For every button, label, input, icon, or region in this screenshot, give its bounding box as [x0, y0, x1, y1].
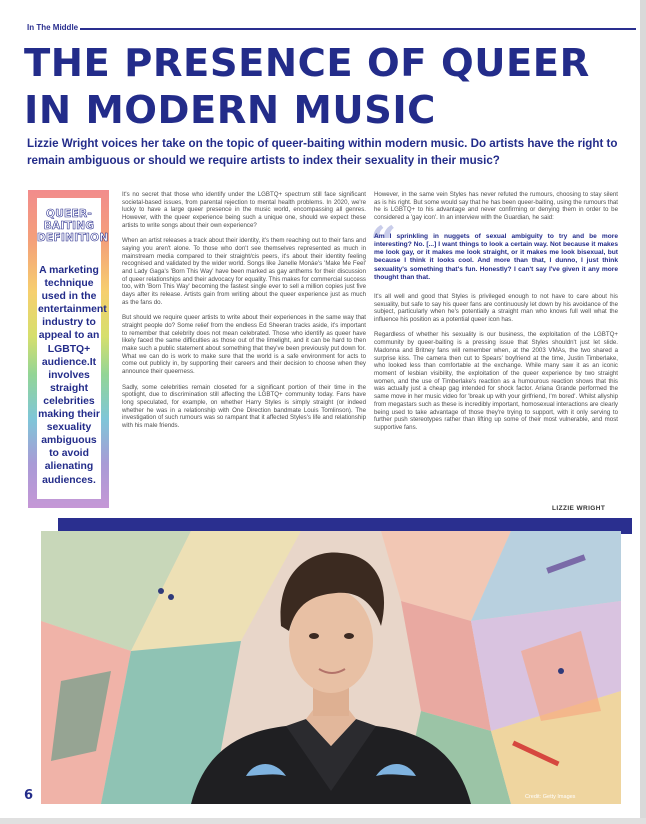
- quote-mark-icon: “: [370, 215, 397, 270]
- pull-quote: [370, 215, 618, 286]
- definition-sidebar: [28, 190, 109, 508]
- photo-illustration: [41, 531, 621, 804]
- paragraph: When an artist releases a track about their identity, it's them reaching out to their fans and saying you aren't alone. To those who don't see themselves represented as much in mainstream media compared to their straight/cis peers, it's about their identity feeling recognised and validated by the wider world. Songs like Janelle Monáe's 'Make Me Feel' and Lady Gaga's 'Born This Way' have been marked as gay anthems for their discussion of queer relationships and their advocacy for equality. This makes for commercial success too, with 'Born This Way' becoming the fastest single ever to sell a million copies just five days after its release. Artists gain from writing about the queer experience just as much as the fans do.: [122, 237, 366, 306]
- section-label: In The Middle: [27, 23, 79, 32]
- photo-credit: Credit: Getty Images: [525, 794, 576, 800]
- definition-body: A marketing technique used in the entertainment industry to appeal to an LGBTQ+ audience.It involves straight celebrities making their sexuality ambiguous to avoid alienating audiences.: [38, 265, 107, 486]
- paragraph: It's all well and good that Styles is privileged enough to not have to care about his sexuality, but safe to say his queer fans are continuously let down by his avoidance of the subject, particularly when he's potentially a straight man who knows full well what the influence his position as a potential queer icon has.: [374, 292, 618, 324]
- paragraph: But should we require queer artists to write about their experiences in the same way that straight people do? Some relief from the endless Ed Sheeran tracks aside, it's important to remember that celebrity does not mean celebrated. Those who identify as queer have likely faced the same difficulties as those out of the limelight, and it can be hard to then make such a public statement about something that they've been previously put down for. What we can do is work to make sure that the world is a safe environment for acts to come out publicly in, by supporting their careers and their decision to choose when they announce their queerness.: [122, 314, 366, 376]
- page-number: 6: [24, 788, 34, 803]
- harry-styles-photo: [41, 531, 621, 804]
- article-column-1: [122, 191, 366, 437]
- definition-box: [37, 198, 109, 499]
- article-column-2: [370, 191, 618, 439]
- page-edge-right: [640, 0, 646, 824]
- standfirst: Lizzie Wright voices her take on the topic of queer-baiting within modern music. Do artists have the right to remain ambiguous or should we require artists to index their sexuality in their music?: [27, 137, 618, 167]
- headline: THE PRESENCE OF QUEER IN MODERN MUSIC: [24, 41, 590, 133]
- page-edge-bottom: [0, 818, 646, 824]
- pull-quote-text: Am I sprinkling in nuggets of sexual ambiguity to try and be more interesting? No. [...] I want things to look a certain way. Not because it makes me look gay, or it makes me look straight, or it makes me look bisexual, but because I think it looks cool. And more than that, I dunno, I just think sexuality's something that's fun. Honestly? I can't say I've given it any more thought than that.: [374, 232, 618, 281]
- paragraph: Sadly, some celebrities remain closeted for a significant portion of their time in the spotlight, due to discrimination still affecting the LGBTQ+ community today. Fans have long speculated, for example, on whether Harry Styles is simply straight (or indeed whether he was in a relationship with One Direction bandmate Louis Tomlinson). The investigation of such rumours was so rampant that it affected Styles's life and relationship with his male friends.: [122, 383, 366, 430]
- definition-title: QUEER-BAITING DEFINITION: [37, 208, 109, 244]
- section-rule: [80, 28, 636, 30]
- paragraph: However, in the same vein Styles has never refuted the rumours, choosing to stay silent as is his right. But some would say that he has been queer-baiting, using the rumours that he is LGBTQ+ to his advantage and never confirming or denying them in order to be considered a 'gay icon'. In an interview with the Guardian, he said:: [374, 191, 618, 222]
- byline: LIZZIE WRIGHT: [552, 505, 606, 512]
- paragraph: It's no secret that those who identify under the LGBTQ+ spectrum still face significant societal-based issues, from parental rejection to mental health problems. In 2020, we're lucky to have a large queer presence in the music world, encompassing all genres. However, with the queer experience being such a unique one, should we expect these artists to write songs about their own experience?: [122, 191, 366, 229]
- paragraph: Regardless of whether his sexuality is our business, the exploitation of the LGBTQ+ community by queer-baiting is a pressing issue that Styles shouldn't just let slide. Madonna and Britney fans will remember when, at the 2003 VMAs, the two shared a surprise kiss. The camera then cut to Spears' boyfriend at the time, Justin Timberlake, who looked less than comfortable at the exchange. While many saw it as an iconic moment of lesbian visibility, the exploitation of the queer experience by two straight women, and the use of Timberlake's reaction as a humourous reaction shows that this was actually just a cheap gag intended for shock factor. Ariana Grande performed the same move in her music video for 'break up with your girlfriend, I'm bored'. Whilst allyship from megastars such as these is incredibly important, homosexual interactions are clearly being used to take advantage of those they're trying to support, with it only serving to further push stereotypes rather than lifting up some of their most vulnerable, and most supportive fans.: [374, 331, 618, 431]
